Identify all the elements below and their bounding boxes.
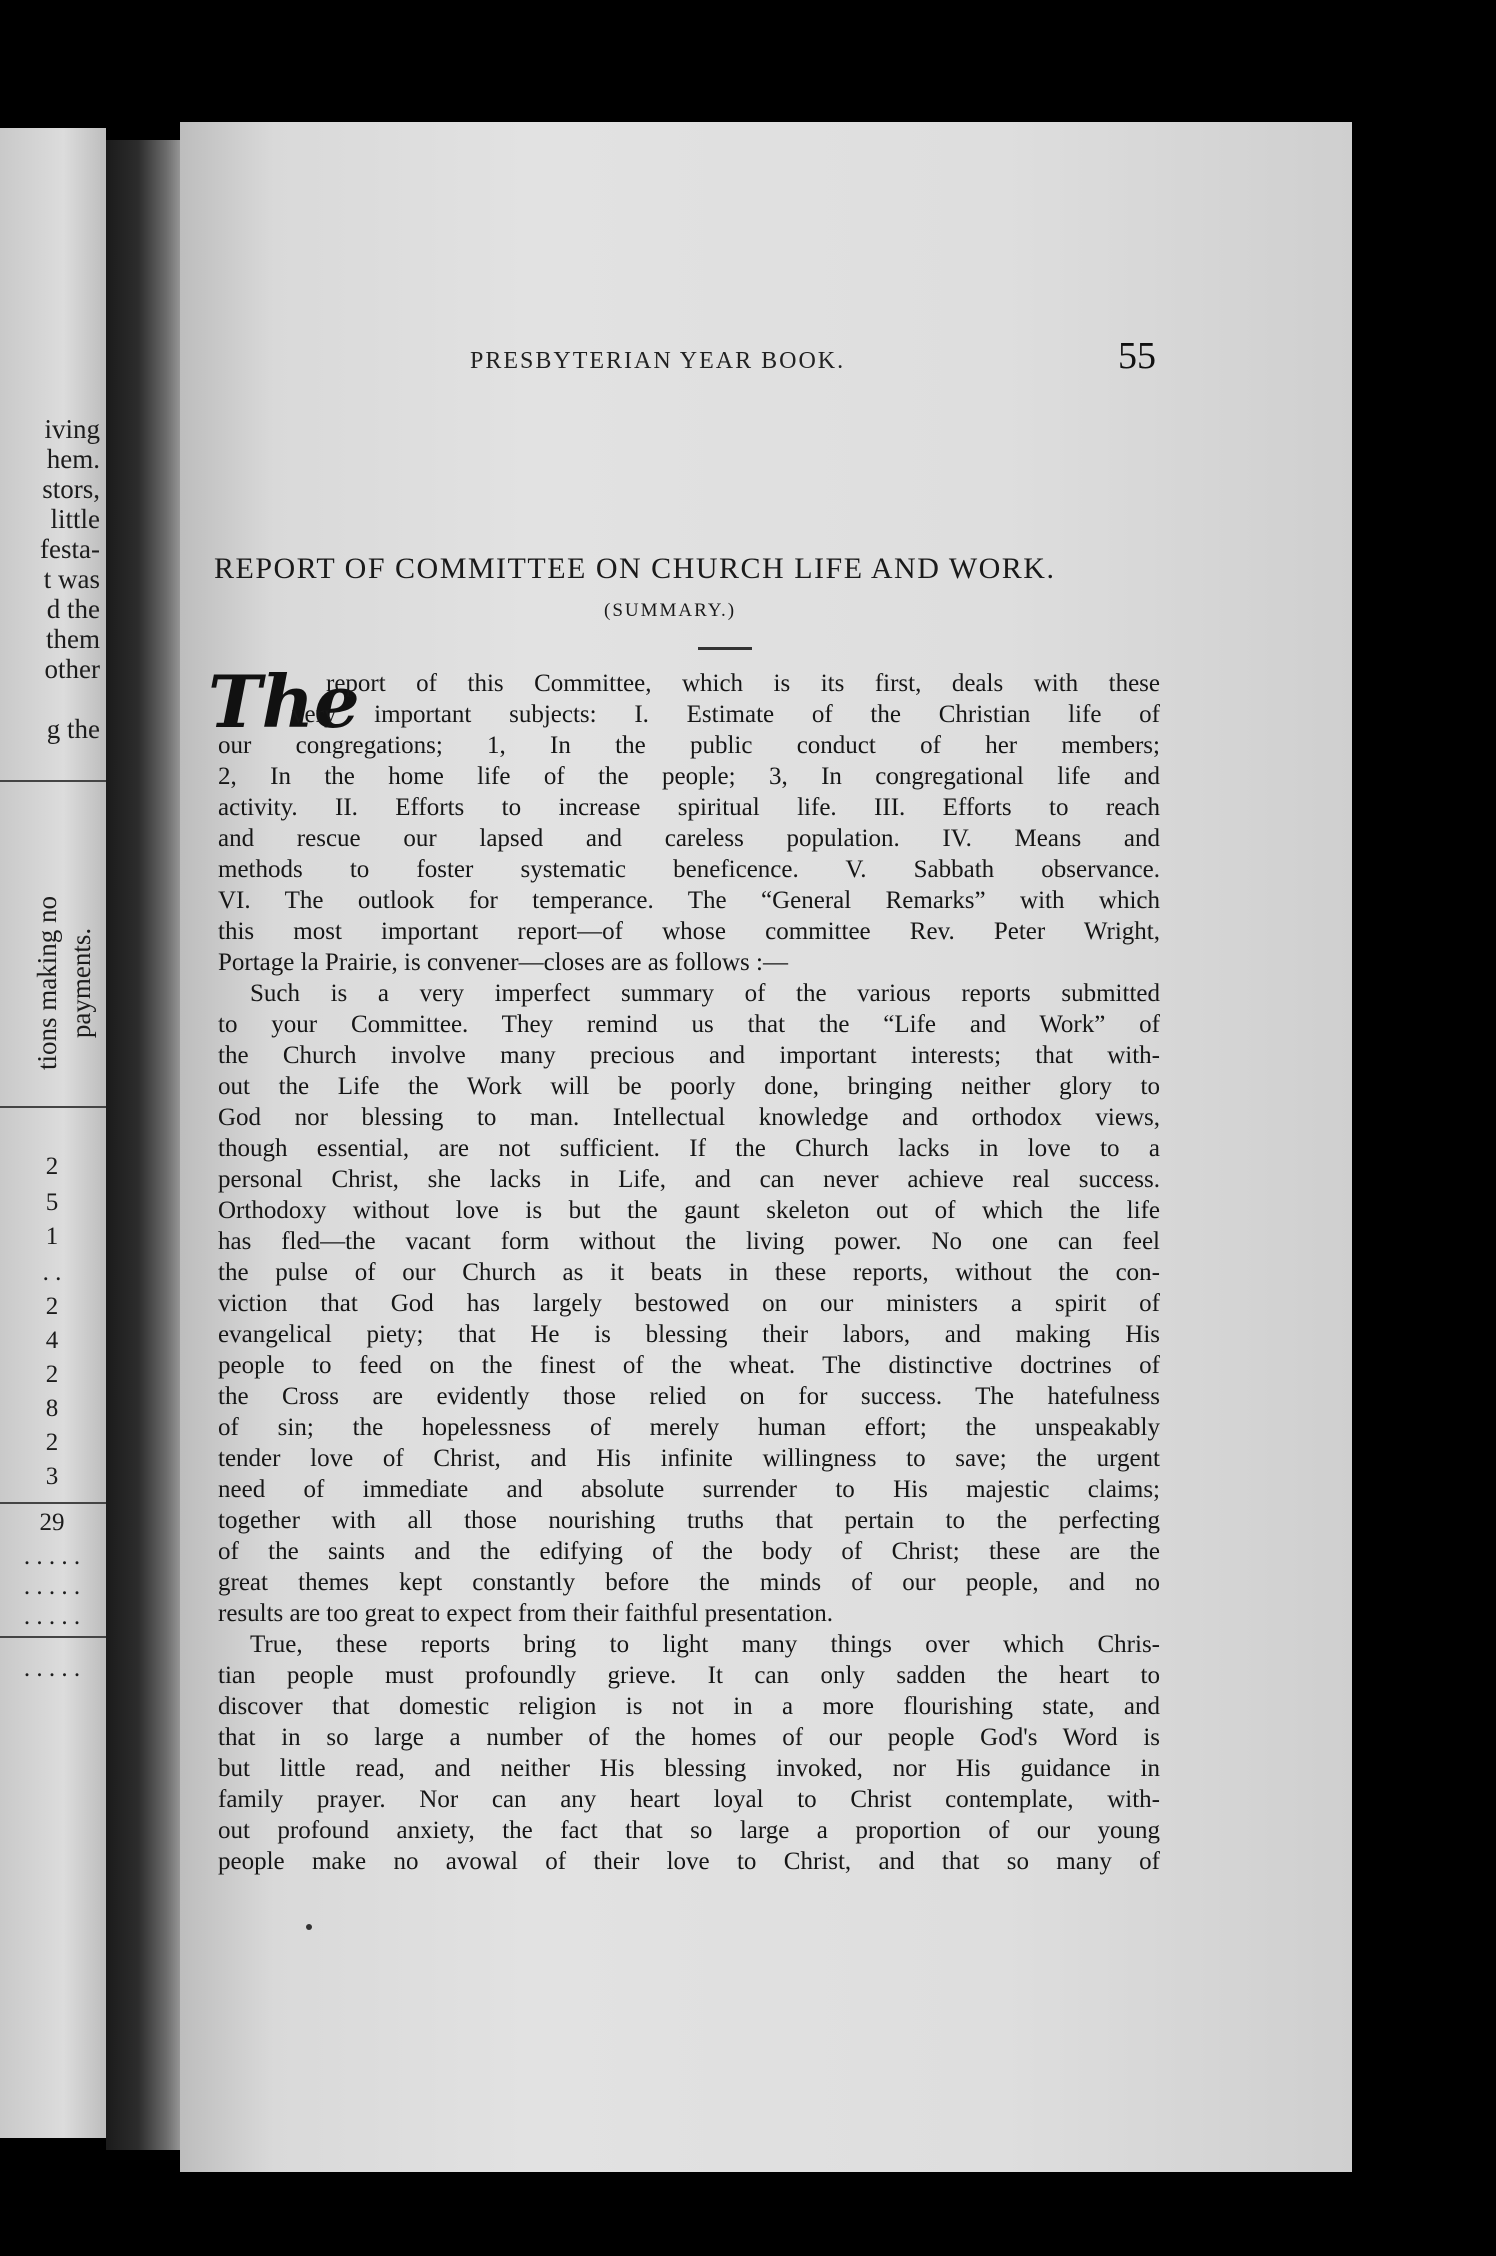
body-line: evangelical piety; that He is blessing their labors, and making His [218,1321,1160,1348]
body-line: methods to foster systematic beneficence. V. Sabbath observance. [218,856,1160,883]
page-number: 55 [1118,335,1156,377]
body-line: Orthodoxy without love is but the gaunt skeleton out of which the life [218,1197,1160,1224]
column-header-line: tions making no [32,896,62,1070]
table-cell: 1 [45,1223,59,1250]
body-line: VI. The outlook for temperance. The “General Remarks” with which [218,887,1160,914]
table-rule [0,780,106,782]
body-line: has fled—the vacant form without the living power. No one can feel [218,1228,1160,1255]
body-line: the Church involve many precious and important interests; that with- [218,1042,1160,1069]
left-page-line: stors, [42,474,100,504]
body-line: Portage la Prairie, is convener—closes are as follows :— [218,949,788,976]
report-subtitle: (SUMMARY.) [604,600,737,621]
body-line: the Cross are evidently those relied on for success. The hatefulness [218,1383,1160,1410]
table-rule [0,1106,106,1108]
running-head: PRESBYTERIAN YEAR BOOK. [470,348,846,374]
left-page-line: little [50,504,100,534]
body-line: very important subjects: I. Estimate of the Christian life of [292,701,1160,728]
table-rule [0,1502,106,1504]
left-page-line: hem. [46,444,100,474]
table-cell: 2 [45,1153,59,1180]
body-line: God nor blessing to man. Intellectual knowledge and orthodox views, [218,1104,1160,1131]
left-page-line: festa- [40,534,100,564]
table-cell: . . . . . [23,1603,81,1630]
body-line: personal Christ, she lacks in Life, and can never achieve real success. [218,1166,1160,1193]
body-line: tender love of Christ, and His infinite willingness to save; the urgent [218,1445,1160,1472]
table-cell: 2 [45,1293,59,1320]
body-line: family prayer. Nor can any heart loyal to Christ contemplate, with- [218,1786,1160,1813]
body-line: tian people must profoundly grieve. It can only sadden the heart to [218,1662,1160,1689]
table-rule [0,1636,106,1638]
body-line: of the saints and the edifying of the body of Christ; these are the [218,1538,1160,1565]
table-cell: 8 [45,1395,59,1422]
left-page-line: them [46,624,100,654]
title-rule [698,647,752,650]
body-line: great themes kept constantly before the minds of our people, and no [218,1569,1160,1596]
body-line: to your Committee. They remind us that the “Life and Work” of [218,1011,1160,1038]
book-gutter [106,140,186,2150]
body-line: report of this Committee, which is its first, deals with these [326,670,1160,697]
table-cell: 2 [45,1361,59,1388]
body-line: out the Life the Work will be poorly done, bringing neither glory to [218,1073,1160,1100]
table-cell: 3 [45,1463,59,1490]
left-page-line: other [44,654,100,684]
table-cell: . . . . . [23,1655,81,1682]
left-page-line: t was [43,564,100,594]
column-header-rotated [30,818,106,1148]
report-title: REPORT OF COMMITTEE ON CHURCH LIFE AND WORK. [214,552,1056,585]
body-line: but little read, and neither His blessing invoked, nor His guidance in [218,1755,1160,1782]
table-cell: 2 [45,1429,59,1456]
body-line: people make no avowal of their love to Christ, and that so many of [218,1848,1160,1875]
left-page-line: g the [46,714,100,744]
body-line: activity. II. Efforts to increase spiritual life. III. Efforts to reach [218,794,1160,821]
body-line: 2, In the home life of the people; 3, In congregational life and [218,763,1160,790]
ink-speck [306,1924,312,1930]
table-cell: 5 [45,1189,59,1216]
body-line: results are too great to expect from their faithful presentation. [218,1600,834,1627]
body-line: that in so large a number of the homes of our people God's Word is [218,1724,1160,1751]
body-line: of sin; the hopelessness of merely human effort; the unspeakably [218,1414,1160,1441]
body-line: need of immediate and absolute surrender to His majestic claims; [218,1476,1160,1503]
left-page-fragment [0,128,106,2138]
column-header-line: payments. [66,927,96,1039]
body-line: together with all those nourishing truths that pertain to the perfecting [218,1507,1160,1534]
body-line: our congregations; 1, In the public conduct of her members; [218,732,1160,759]
drop-cap: The [208,659,360,744]
body-line: and rescue our lapsed and careless population. IV. Means and [218,825,1160,852]
body-line: the pulse of our Church as it beats in these reports, without the con- [218,1259,1160,1286]
table-cell: . . . . . [23,1573,81,1600]
body-line: True, these reports bring to light many things over which Chris- [250,1631,1160,1658]
table-cell: . . [42,1259,62,1286]
body-line: Such is a very imperfect summary of the various reports submitted [250,980,1160,1007]
left-page-line: d the [46,594,100,624]
left-page-line: iving [44,414,100,444]
body-line: people to feed on the finest of the wheat. The distinctive doctrines of [218,1352,1160,1379]
body-line: this most important report—of whose committee Rev. Peter Wright, [218,918,1160,945]
table-cell: 29 [39,1509,65,1536]
body-line: out profound anxiety, the fact that so large a proportion of our young [218,1817,1160,1844]
table-cell: 4 [45,1327,59,1354]
body-line: discover that domestic religion is not in a more flourishing state, and [218,1693,1160,1720]
body-line: though essential, are not sufficient. If the Church lacks in love to a [218,1135,1160,1162]
table-cell: . . . . . [23,1543,81,1570]
body-line: viction that God has largely bestowed on our ministers a spirit of [218,1290,1160,1317]
